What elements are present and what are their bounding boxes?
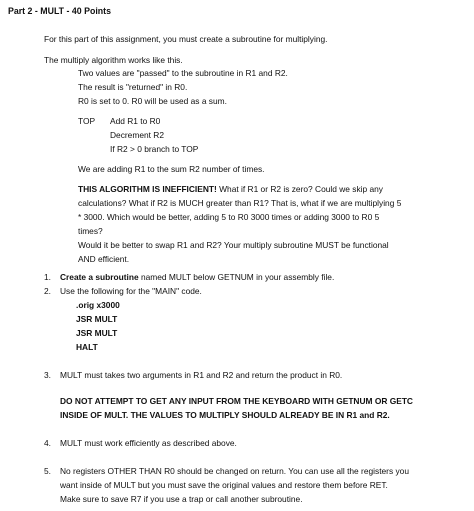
algorithm-line: The result is "returned" in R0. [78, 82, 188, 92]
top-label: TOP [78, 116, 96, 126]
warning-line: INSIDE OF MULT. THE VALUES TO MULTIPLY SHOULD ALREADY BE IN R1 and R2. [60, 410, 390, 420]
list-item-continuation: want inside of MULT but you must save the original values and restore them before RET. [60, 480, 388, 490]
warning-line: DO NOT ATTEMPT TO GET ANY INPUT FROM THE KEYBOARD WITH GETNUM OR GETC [60, 396, 413, 406]
page-heading: Part 2 - MULT - 40 Points [8, 6, 111, 16]
inefficient-line [78, 184, 383, 195]
adding-note: We are adding R1 to the sum R2 number of times. [78, 164, 265, 174]
list-item-text: named MULT below GETNUM in your assembly file. [138, 272, 335, 282]
list-item-continuation: Make sure to save R7 if you use a trap or call another subroutine. [60, 494, 303, 504]
inefficient-line: times? [78, 226, 103, 236]
loop-line: Add R1 to R0 [110, 116, 161, 126]
algorithm-line: Two values are "passed" to the subroutine in R1 and R2. [78, 68, 288, 78]
list-item-text: Use the following for the "MAIN" code. [60, 286, 202, 296]
algorithm-intro: The multiply algorithm works like this. [44, 55, 183, 65]
list-item [60, 272, 334, 283]
code-line: JSR MULT [76, 314, 118, 324]
inefficient-line: calculations? What if R2 is MUCH greater than R1? That is, what if we are multiplying 5 [78, 198, 402, 208]
inefficient-bold: THIS ALGORITHM IS INEFFICIENT! [78, 184, 217, 194]
loop-line: If R2 > 0 branch to TOP [110, 144, 199, 154]
list-number: 1. [44, 272, 51, 282]
list-number: 2. [44, 286, 51, 296]
list-number: 5. [44, 466, 51, 476]
intro-text: For this part of this assignment, you must create a subroutine for multiplying. [44, 34, 328, 44]
list-number: 4. [44, 438, 51, 448]
list-item-bold: Create a subroutine [60, 272, 139, 282]
algorithm-line: R0 is set to 0. R0 will be used as a sum. [78, 96, 227, 106]
swap-line: Would it be better to swap R1 and R2? Your multiply subroutine MUST be functional [78, 240, 389, 250]
list-item-text: No registers OTHER THAN R0 should be changed on return. You can use all the registers you [60, 466, 409, 476]
inefficient-line: * 3000. Which would be better, adding 5 to R0 3000 times or adding 3000 to R0 5 [78, 212, 380, 222]
list-item-text: MULT must work efficiently as described above. [60, 438, 237, 448]
inefficient-text: What if R1 or R2 is zero? Could we skip any [216, 184, 383, 194]
list-item-text: MULT must takes two arguments in R1 and R2 and return the product in R0. [60, 370, 343, 380]
swap-line: AND efficient. [78, 254, 130, 264]
code-line: .orig x3000 [76, 300, 120, 310]
code-line: HALT [76, 342, 98, 352]
code-line: JSR MULT [76, 328, 118, 338]
loop-line: Decrement R2 [110, 130, 164, 140]
list-number: 3. [44, 370, 51, 380]
